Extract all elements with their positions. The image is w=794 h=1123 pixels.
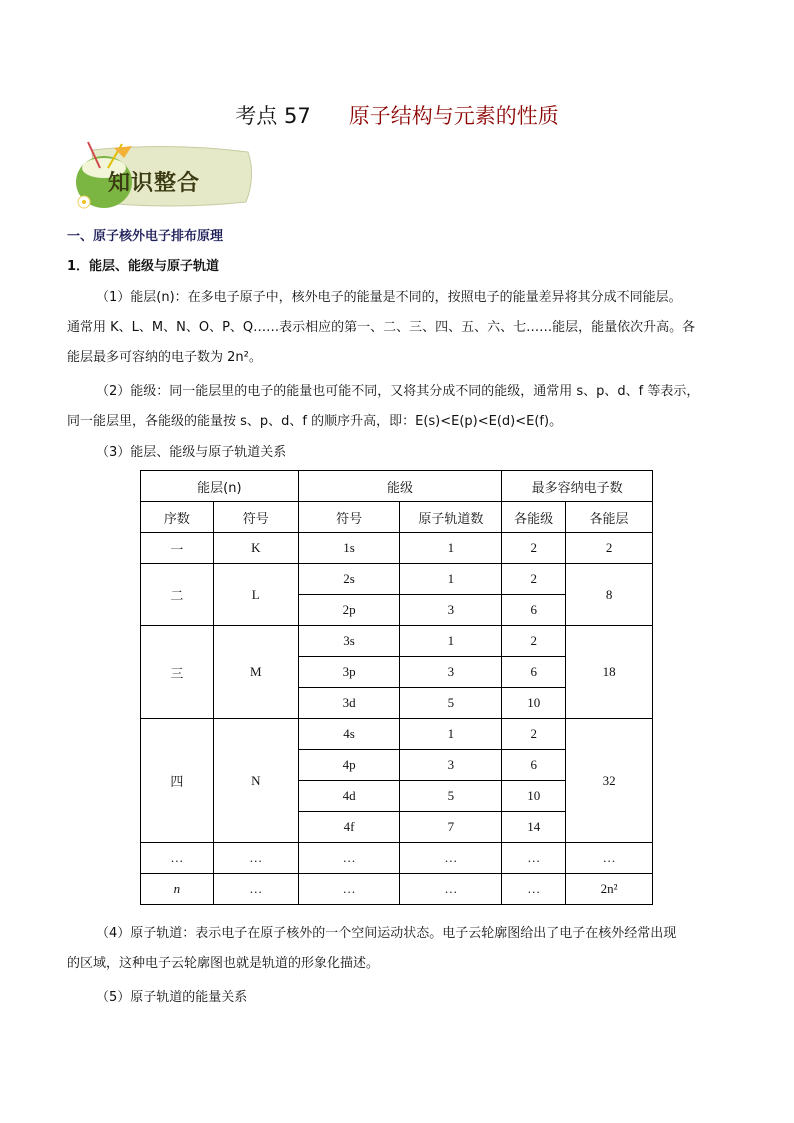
cell: 二 [141,564,214,626]
para1-line1: （1）能层(n)：在多电子原子中，核外电子的能量是不同的，按照电子的能量差异将其分成不同能层。 [96,290,682,305]
section-heading: 一、原子核外电子排布原理 [67,229,224,244]
cell: 4s [298,719,400,750]
cell: 18 [566,626,653,719]
title-number: 考点 57 [235,104,311,128]
cell: 3s [298,626,400,657]
col-orbitals: 原子轨道数 [400,502,502,533]
cell: 6 [502,657,566,688]
cell: 7 [400,812,502,843]
cell: 1 [400,533,502,564]
cell: 3p [298,657,400,688]
cell: 3 [400,595,502,626]
table-row [141,626,653,657]
para2-line1: （2）能级：同一能层里的电子的能量也可能不同，又将其分成不同的能级，通常用 s、p、d、f 等表示， [96,384,700,399]
subsection-heading: 1．能层、能级与原子轨道 [67,259,220,274]
cell: n [141,874,214,905]
cell: 1 [400,626,502,657]
cell: 3 [400,657,502,688]
para1-line3: 能层最多可容纳的电子数为 2n²。 [67,350,262,365]
table-row [141,843,653,874]
cell: 3d [298,688,400,719]
cell: 2 [502,626,566,657]
cell: 1 [400,564,502,595]
para2-line2: 同一能层里，各能级的能量按 s、p、d、f 的顺序升高，即：E(s)<E(p)<E(d)<E(f)。 [67,414,563,429]
cell: 5 [400,781,502,812]
header-layer: 能层(n) [141,471,299,502]
cell: … [502,843,566,874]
cell: K [213,533,298,564]
para1-line2: 通常用 K、L、M、N、O、P、Q……表示相应的第一、二、三、四、五、六、七……能层，能量依次升高。各 [67,320,696,335]
cell: 32 [566,719,653,843]
col-per-level: 各能级 [502,502,566,533]
table-row [141,564,653,595]
cell: 四 [141,719,214,843]
cell: 4p [298,750,400,781]
col-seq: 序数 [141,502,214,533]
table-header-row [141,471,653,502]
cell: 2 [502,564,566,595]
cell: 2s [298,564,400,595]
badge-label: 知识整合 [108,171,201,196]
page-title [0,100,794,130]
cell: 3 [400,750,502,781]
cell: 10 [502,688,566,719]
cell: 4d [298,781,400,812]
cell: 8 [566,564,653,626]
cell: 6 [502,595,566,626]
table-row [141,874,653,905]
cell: 2 [502,533,566,564]
cell: 三 [141,626,214,719]
para4-line2: 的区域，这种电子云轮廓图也就是轨道的形象化描述。 [67,956,380,971]
cell: 6 [502,750,566,781]
cell: … [213,843,298,874]
cell: 2n² [566,874,653,905]
para4-line1: （4）原子轨道：表示电子在原子核外的一个空间运动状态。电子云轮廓图给出了电子在核外经常出现 [96,926,677,941]
col-sym: 符号 [213,502,298,533]
cell: 1s [298,533,400,564]
cell: M [213,626,298,719]
cell: … [502,874,566,905]
col-level-sym: 符号 [298,502,400,533]
col-per-layer: 各能层 [566,502,653,533]
cell: 1 [400,719,502,750]
orbital-table [140,470,653,905]
cell: … [400,874,502,905]
cell: N [213,719,298,843]
cell: … [298,843,400,874]
para3: （3）能层、能级与原子轨道关系 [96,445,287,460]
cell: 10 [502,781,566,812]
cell: 一 [141,533,214,564]
para5: （5）原子轨道的能量关系 [96,990,248,1005]
cell: 2 [502,719,566,750]
cell: 4f [298,812,400,843]
table-row [141,719,653,750]
table-subheader-row [141,502,653,533]
cell: … [298,874,400,905]
cell: 2p [298,595,400,626]
header-max: 最多容纳电子数 [502,471,653,502]
cell: … [566,843,653,874]
cell: 5 [400,688,502,719]
cell: L [213,564,298,626]
header-level: 能级 [298,471,502,502]
cell: … [400,843,502,874]
table-row [141,533,653,564]
cell: 2 [566,533,653,564]
cell: … [213,874,298,905]
cell: 14 [502,812,566,843]
title-name: 原子结构与元素的性质 [348,104,559,128]
cell: … [141,843,214,874]
